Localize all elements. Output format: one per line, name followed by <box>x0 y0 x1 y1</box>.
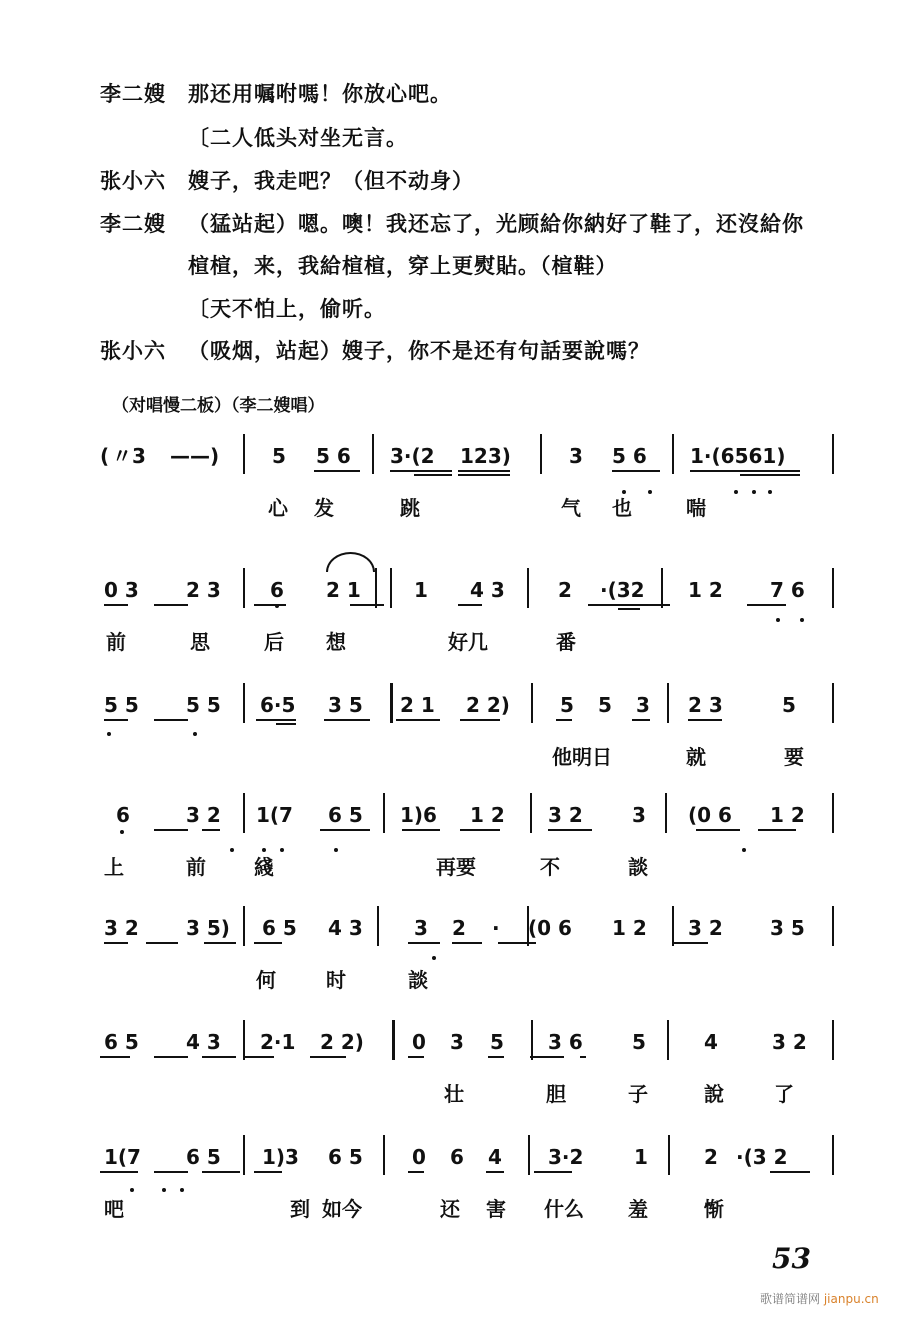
lyric: 就 <box>686 745 706 769</box>
octave-dot-below <box>432 956 436 960</box>
beam-underline <box>452 942 482 944</box>
lyric: 到 <box>290 1197 310 1221</box>
note-group: 6 5 <box>186 1145 221 1169</box>
beam-underline <box>254 942 282 944</box>
octave-dot-below <box>800 618 804 622</box>
speaker-name: 张小六 <box>100 168 166 193</box>
lyric: 什么 <box>544 1197 584 1221</box>
octave-dot-below <box>180 1188 184 1192</box>
beam-underline <box>254 604 286 606</box>
beam-underline <box>458 470 510 472</box>
barline <box>665 793 667 833</box>
note-group: 4 3 <box>186 1030 221 1054</box>
barline <box>661 568 663 608</box>
note-group: 3 5 <box>328 693 363 717</box>
beam-underline <box>486 1171 504 1173</box>
beam-underline <box>612 470 660 472</box>
octave-dot-below <box>193 732 197 736</box>
beam-underline <box>488 1056 504 1058</box>
barline <box>667 1020 669 1060</box>
beam-underline <box>632 719 650 721</box>
speaker-name: 李二嫂 <box>100 211 166 236</box>
barline <box>672 434 674 474</box>
watermark-cn: 歌谱简谱网 <box>760 1292 821 1306</box>
beam-underline <box>747 604 786 606</box>
beam-underline-double <box>458 474 510 476</box>
watermark <box>760 1290 879 1307</box>
lyric: 再要 <box>436 855 476 879</box>
note-group: · <box>492 916 500 940</box>
barline <box>832 906 834 946</box>
beam-underline <box>254 1171 282 1173</box>
note-group: 1(7 <box>104 1145 141 1169</box>
note-group: 5 <box>490 1030 504 1054</box>
beam-underline <box>588 604 670 606</box>
lyric: 想 <box>326 630 346 654</box>
note-group: 4 3 <box>328 916 363 940</box>
barline <box>672 906 674 946</box>
lyric: 胆 <box>546 1082 566 1106</box>
lyric: 不 <box>540 855 560 879</box>
note-group: 5 <box>598 693 612 717</box>
note-group: 0 3 <box>104 578 139 602</box>
note-group: 2 1 <box>326 578 361 602</box>
lyric: 思 <box>190 630 210 654</box>
barline <box>528 1135 530 1175</box>
lyric: 跳 <box>400 496 420 520</box>
lyric: 子 <box>628 1082 648 1106</box>
note-group: 4 <box>704 1030 718 1054</box>
barline <box>377 906 379 946</box>
note-group: (0 6 <box>528 916 572 940</box>
beam-underline <box>548 829 592 831</box>
barline <box>540 434 542 474</box>
note-group: 3 5) <box>186 916 230 940</box>
note-group: 6 5 <box>328 1145 363 1169</box>
barline <box>243 1135 245 1175</box>
beam-underline <box>696 829 740 831</box>
octave-dot-below <box>742 848 746 852</box>
note-group: 2 3 <box>688 693 723 717</box>
lyric: 后 <box>264 630 284 654</box>
note-group: 2 <box>704 1145 718 1169</box>
lyric: 何 <box>256 968 276 992</box>
lyric: 惭 <box>704 1197 724 1221</box>
beam-underline-double <box>414 474 452 476</box>
beam-underline <box>204 942 236 944</box>
note-group: 5 <box>272 444 286 468</box>
beam-underline <box>408 1056 424 1058</box>
note-group: 5 6 <box>316 444 351 468</box>
note-group: 2·1 <box>260 1030 296 1054</box>
beam-underline <box>104 942 128 944</box>
beam-underline <box>310 1056 346 1058</box>
dialogue-text: 〔二人低头对坐无言。 <box>188 125 408 150</box>
beam-underline <box>320 829 370 831</box>
lyric: 还 <box>440 1197 460 1221</box>
octave-dot-below <box>230 848 234 852</box>
beam-underline <box>350 604 384 606</box>
note-group: 4 <box>488 1145 502 1169</box>
beam-underline <box>202 829 220 831</box>
beam-underline-double <box>740 474 800 476</box>
dialogue-text: 楦楦，来，我給楦楦，穿上更熨貼。（楦鞋） <box>188 253 618 278</box>
barline <box>832 1020 834 1060</box>
note-group: 6 5 <box>328 803 363 827</box>
dialogue-text: （猛站起）嗯。噢！我还忘了，光顾給你納好了鞋了，还沒給你 <box>188 211 804 236</box>
note-group: 5 5 <box>186 693 221 717</box>
note-group: 3 <box>450 1030 464 1054</box>
note-group: 1 2 <box>612 916 647 940</box>
beam-underline <box>314 470 360 472</box>
beam-underline <box>396 719 440 721</box>
octave-dot-below <box>275 604 279 608</box>
note-group: 1 2 <box>688 578 723 602</box>
barline <box>668 1135 670 1175</box>
note-group: 0 <box>412 1030 426 1054</box>
barline <box>531 1020 533 1060</box>
lyric: 害 <box>486 1197 506 1221</box>
beam-underline <box>104 604 128 606</box>
dialogue-text: 嫂子，我走吧？（但不动身） <box>188 168 474 193</box>
note-group: ( <box>100 444 110 468</box>
beam-underline <box>154 1171 188 1173</box>
speaker-name: 张小六 <box>100 338 166 363</box>
barline <box>243 1020 245 1060</box>
lyric: 番 <box>556 630 576 654</box>
lyric: 发 <box>314 496 334 520</box>
beam-underline <box>556 719 572 721</box>
lyric: 前 <box>186 855 206 879</box>
note-group: 2 2) <box>466 693 510 717</box>
speaker-name: 李二嫂 <box>100 81 166 106</box>
dialogue-text: （吸烟，站起）嫂子，你不是还有句話要說嗎？ <box>188 338 650 363</box>
note-group: 〃3 <box>112 444 146 468</box>
beam-underline <box>154 1056 188 1058</box>
octave-dot-below <box>334 848 338 852</box>
barline <box>243 434 245 474</box>
octave-dot-below <box>752 490 756 494</box>
note-group: ·(32 <box>600 578 645 602</box>
note-group: 6 <box>270 578 284 602</box>
beam-underline <box>100 1056 130 1058</box>
octave-dot-below <box>107 732 111 736</box>
lyric: 上 <box>104 855 124 879</box>
lyric: 談 <box>408 968 428 992</box>
note-group: 1 2 <box>470 803 505 827</box>
lyric: 也 <box>612 496 632 520</box>
note-group: 5 <box>632 1030 646 1054</box>
dialogue-text: 〔天不怕上，偷听。 <box>188 296 386 321</box>
note-group: 4 3 <box>470 578 505 602</box>
slur-arc <box>326 552 375 572</box>
barline <box>390 568 392 608</box>
note-group: 3 <box>636 693 650 717</box>
lyric: 羞 <box>628 1197 648 1221</box>
note-group: 1)3 <box>262 1145 299 1169</box>
watermark-en: jianpu.cn <box>823 1292 879 1306</box>
barline <box>243 906 245 946</box>
note-group: 3 <box>569 444 583 468</box>
beam-underline <box>244 1056 274 1058</box>
octave-dot-below <box>768 490 772 494</box>
barline <box>667 683 669 723</box>
octave-dot-below <box>776 618 780 622</box>
note-group: 2 3 <box>186 578 221 602</box>
tempo-marking: （对唱慢二板）（李二嫂唱） <box>112 396 325 416</box>
octave-dot-below <box>280 848 284 852</box>
beam-underline <box>498 942 536 944</box>
note-group: 3 6 <box>548 1030 583 1054</box>
lyric: 要 <box>784 745 804 769</box>
note-group: 5 6 <box>612 444 647 468</box>
beam-underline <box>690 470 800 472</box>
lyric: 如今 <box>322 1197 362 1221</box>
note-group: 1 2 <box>770 803 805 827</box>
note-group: 0 <box>412 1145 426 1169</box>
note-group: ——) <box>170 444 220 468</box>
note-group: ·(3 2 <box>736 1145 788 1169</box>
lyric: 說 <box>704 1082 724 1106</box>
note-group: 1·(6561) <box>690 444 786 468</box>
beam-underline <box>688 719 722 721</box>
barline <box>527 568 529 608</box>
note-group: 5 <box>782 693 796 717</box>
beam-underline <box>408 1171 424 1173</box>
lyric: 前 <box>106 630 126 654</box>
barline <box>832 1135 834 1175</box>
octave-dot-below <box>734 490 738 494</box>
barline <box>243 793 245 833</box>
barline <box>243 683 245 723</box>
beam-underline <box>154 719 188 721</box>
barline <box>832 434 834 474</box>
octave-dot-below <box>162 1188 166 1192</box>
beam-underline <box>408 942 440 944</box>
barline <box>383 793 385 833</box>
note-group: 2 1 <box>400 693 435 717</box>
note-group: 2 <box>452 916 466 940</box>
beam-underline <box>146 942 178 944</box>
beam-underline <box>154 604 188 606</box>
lyric: 綫 <box>254 855 274 879</box>
dialogue-text: 那还用嘱咐嗎！你放心吧。 <box>188 81 452 106</box>
beam-underline <box>458 604 482 606</box>
barline <box>393 1020 395 1060</box>
beam-underline <box>530 1056 564 1058</box>
beam-underline <box>324 719 370 721</box>
note-group: 1 <box>634 1145 648 1169</box>
note-group: (0 6 <box>688 803 732 827</box>
lyric: 了 <box>774 1082 794 1106</box>
beam-underline <box>100 1171 138 1173</box>
note-group: 2 2) <box>320 1030 364 1054</box>
note-group: 6 <box>116 803 130 827</box>
note-group: 5 5 <box>104 693 139 717</box>
barline <box>383 1135 385 1175</box>
barline <box>243 568 245 608</box>
beam-underline-double <box>618 608 640 610</box>
barline <box>530 793 532 833</box>
page-number: 53 <box>772 1242 811 1275</box>
octave-dot-below <box>120 830 124 834</box>
beam-underline <box>154 829 188 831</box>
note-group: 3·(2 <box>390 444 435 468</box>
lyric: 談 <box>628 855 648 879</box>
note-group: 123) <box>460 444 511 468</box>
note-group: 5 <box>560 693 574 717</box>
beam-underline <box>770 1171 810 1173</box>
beam-underline <box>758 829 796 831</box>
beam-underline <box>674 942 708 944</box>
note-group: 3 2 <box>688 916 723 940</box>
note-group: 1(7 <box>256 803 293 827</box>
beam-underline <box>202 1056 236 1058</box>
beam-underline <box>580 1056 586 1058</box>
barline <box>375 568 377 608</box>
note-group: 6 5 <box>262 916 297 940</box>
lyric: 吧 <box>104 1197 124 1221</box>
barline <box>832 568 834 608</box>
note-group: 3 <box>632 803 646 827</box>
note-group: 6 <box>450 1145 464 1169</box>
lyric: 时 <box>326 968 346 992</box>
note-group: 3 2 <box>186 803 221 827</box>
barline <box>391 683 393 723</box>
barline <box>832 683 834 723</box>
octave-dot-below <box>648 490 652 494</box>
lyric: 心 <box>268 496 288 520</box>
lyric: 气 <box>561 496 581 520</box>
note-group: 3 2 <box>772 1030 807 1054</box>
note-group: 3 5 <box>770 916 805 940</box>
barline <box>531 683 533 723</box>
note-group: 6·5 <box>260 693 296 717</box>
beam-underline <box>402 829 440 831</box>
beam-underline <box>256 719 296 721</box>
beam-underline <box>202 1171 240 1173</box>
note-group: 3 2 <box>548 803 583 827</box>
beam-underline <box>556 1171 572 1173</box>
barline <box>832 793 834 833</box>
note-group: 3·2 <box>548 1145 584 1169</box>
beam-underline <box>460 719 500 721</box>
beam-underline <box>390 470 452 472</box>
note-group: 7 6 <box>770 578 805 602</box>
note-group: 3 2 <box>104 916 139 940</box>
note-group: 6 5 <box>104 1030 139 1054</box>
note-group: 1)6 <box>400 803 437 827</box>
lyric: 喘 <box>686 496 706 520</box>
note-group: 3 <box>414 916 428 940</box>
lyric: 壮 <box>444 1082 464 1106</box>
lyric: 好几 <box>448 630 488 654</box>
beam-underline-double <box>276 723 296 725</box>
beam-underline <box>104 719 128 721</box>
lyric: 他明日 <box>552 745 612 769</box>
octave-dot-below <box>130 1188 134 1192</box>
beam-underline <box>460 829 500 831</box>
note-group: 2 <box>558 578 572 602</box>
barline <box>372 434 374 474</box>
note-group: 1 <box>414 578 428 602</box>
